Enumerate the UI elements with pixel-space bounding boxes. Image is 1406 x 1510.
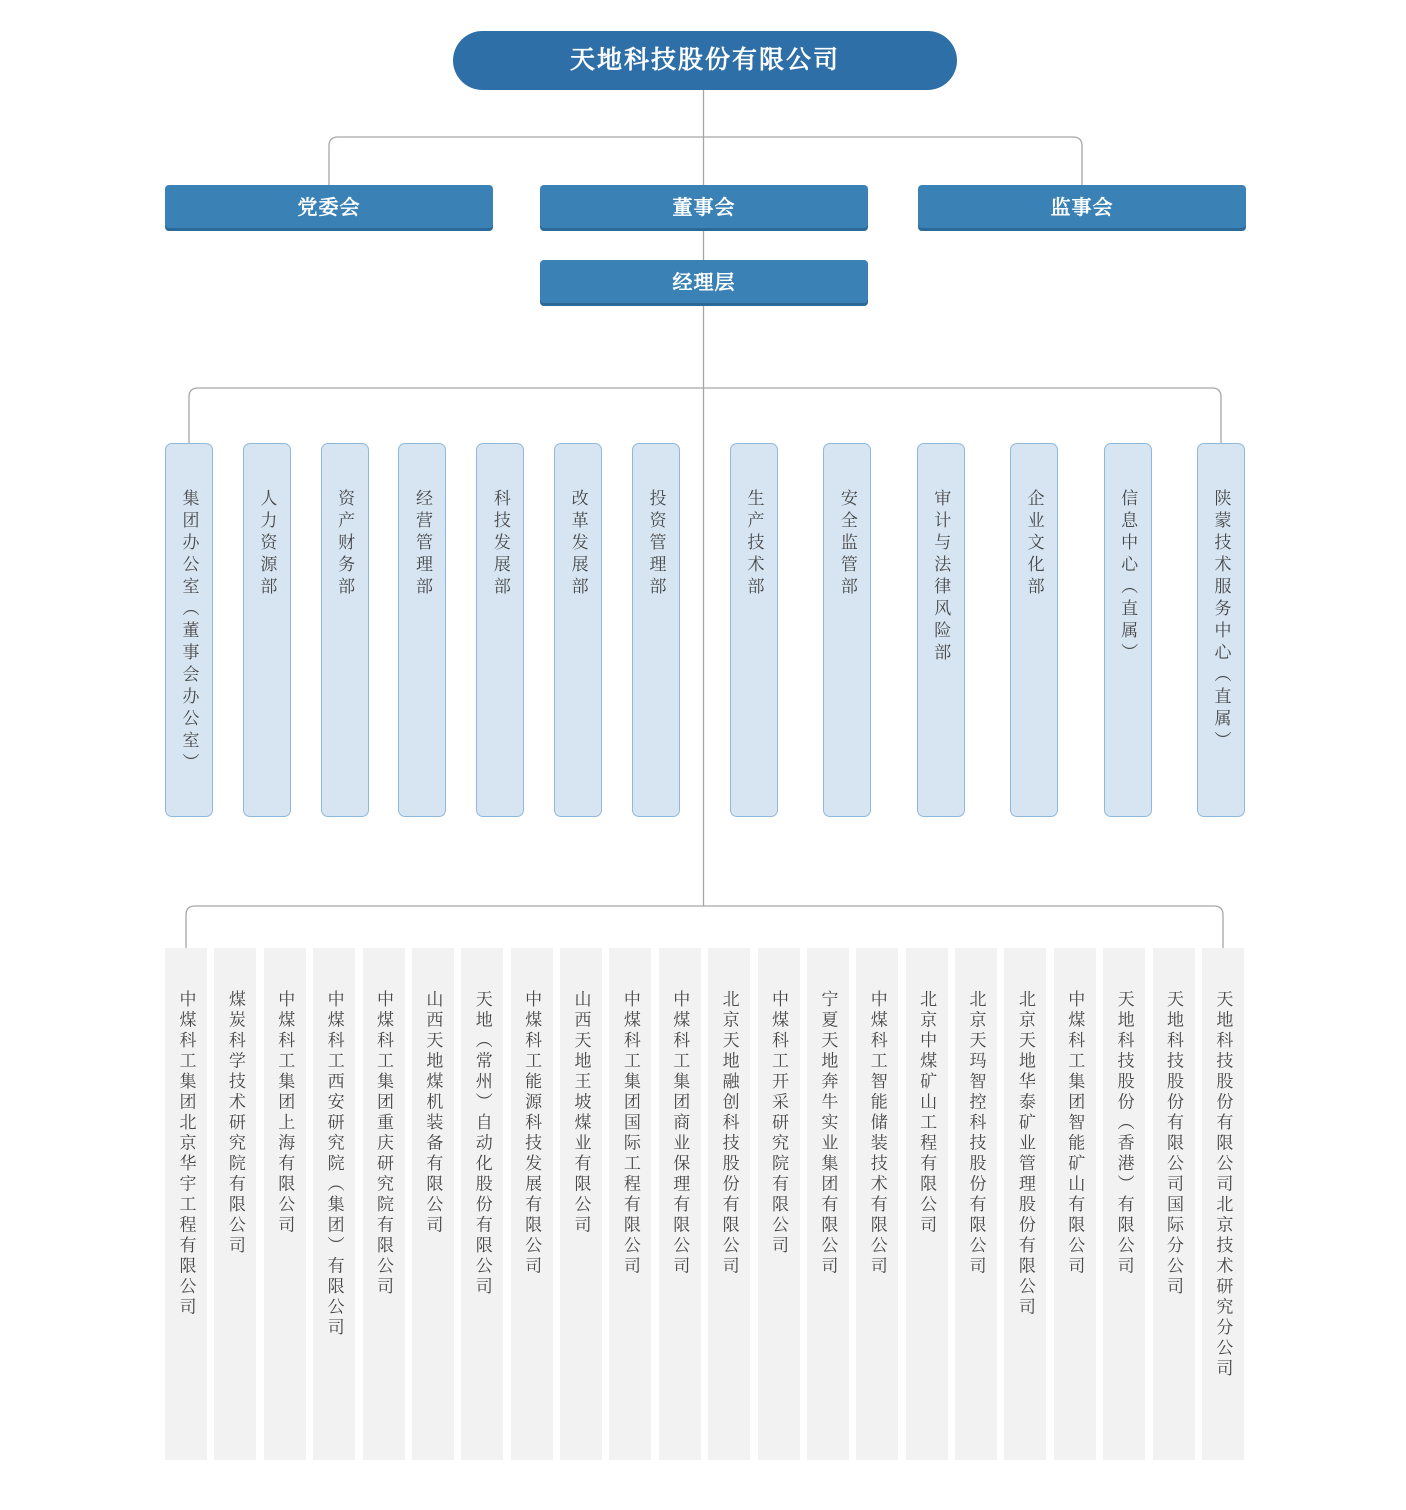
department-box: [632, 443, 680, 817]
department-label: 安全监管部: [837, 489, 857, 599]
subsidiary-box: [511, 948, 553, 1460]
subsidiary-box: [807, 948, 849, 1460]
subsidiary-box: [1004, 948, 1046, 1460]
subsidiary-label: 中煤科工集团上海有限公司: [275, 990, 295, 1236]
subsidiary-box: [560, 948, 602, 1460]
department-label: 生产技术部: [744, 489, 764, 599]
company-root-box: [453, 31, 957, 90]
department-label: 集团办公室（董事会办公室）: [179, 489, 199, 775]
department-box: [1010, 443, 1058, 817]
subsidiary-box: [708, 948, 750, 1460]
management-level-label: 经理层: [672, 272, 736, 294]
department-label: 信息中心（直属）: [1118, 489, 1138, 665]
board-of-directors-box: [540, 185, 868, 231]
subsidiary-box: [1202, 948, 1244, 1460]
subsidiary-label: 中煤科工集团国际工程有限公司: [620, 990, 640, 1277]
management-level-box: [540, 260, 868, 306]
department-box: [1197, 443, 1245, 817]
bracket-governance: [329, 137, 1082, 185]
subsidiary-label: 天地科技股份有限公司北京技术研究分公司: [1213, 990, 1233, 1380]
subsidiary-box: [659, 948, 701, 1460]
supervisory-board-box: [918, 185, 1246, 231]
subsidiary-label: 中煤科工集团重庆研究院有限公司: [374, 990, 393, 1298]
subsidiary-box: [412, 948, 454, 1460]
subsidiary-label: 北京中煤矿山工程有限公司: [917, 990, 937, 1236]
subsidiary-box: [363, 948, 405, 1460]
subsidiary-row: [165, 948, 1244, 1460]
subsidiary-label: 中煤科工开采研究院有限公司: [769, 990, 788, 1257]
department-box: [554, 443, 602, 817]
subsidiary-box: [461, 948, 503, 1460]
subsidiary-label: 中煤科工智能储装技术有限公司: [867, 990, 887, 1277]
subsidiary-box: [856, 948, 898, 1460]
subsidiary-label: 北京天地融创科技股份有限公司: [719, 990, 739, 1277]
subsidiary-box: [609, 948, 651, 1460]
department-box: [917, 443, 965, 817]
party-committee-box: [165, 185, 493, 231]
department-box: [321, 443, 369, 817]
department-label: 投资管理部: [646, 489, 666, 599]
department-label: 改革发展部: [568, 489, 588, 599]
subsidiary-box: [906, 948, 948, 1460]
supervisory-board-label: 监事会: [1050, 197, 1114, 219]
subsidiary-box: [264, 948, 306, 1460]
subsidiary-label: 中煤科工能源科技发展有限公司: [522, 990, 542, 1277]
bracket-departments: [189, 388, 1221, 443]
department-label: 企业文化部: [1024, 489, 1044, 599]
bracket-subsidiaries: [186, 906, 1223, 948]
subsidiary-label: 北京天玛智控科技股份有限公司: [966, 990, 986, 1277]
department-label: 经营管理部: [412, 489, 432, 599]
subsidiary-box: [214, 948, 256, 1460]
subsidiary-label: 宁夏天地奔牛实业集团有限公司: [818, 990, 838, 1277]
department-box: [476, 443, 524, 817]
department-box: [823, 443, 871, 817]
party-committee-label: 党委会: [297, 197, 361, 219]
board-of-directors-label: 董事会: [672, 197, 736, 219]
subsidiary-box: [1103, 948, 1145, 1460]
subsidiary-box: [1153, 948, 1195, 1460]
subsidiary-label: 北京天地华泰矿业管理股份有限公司: [1015, 990, 1035, 1318]
department-label: 资产财务部: [335, 489, 355, 599]
subsidiary-label: 中煤科工集团商业保理有限公司: [670, 990, 690, 1277]
department-label: 科技发展部: [490, 489, 510, 599]
subsidiary-label: 山西天地煤机装备有限公司: [423, 990, 443, 1236]
subsidiary-label: 天地（常州）自动化股份有限公司: [472, 990, 492, 1298]
department-box: [398, 443, 446, 817]
subsidiary-label: 中煤科工西安研究院（集团）有限公司: [324, 990, 344, 1339]
company-name: 天地科技股份有限公司: [569, 46, 840, 74]
department-box: [730, 443, 778, 817]
subsidiary-box: [313, 948, 355, 1460]
subsidiary-box: [758, 948, 800, 1460]
department-label: 审计与法律风险部: [931, 489, 951, 665]
subsidiary-label: 中煤科工集团北京华宇工程有限公司: [176, 990, 196, 1318]
subsidiary-label: 中煤科工集团智能矿山有限公司: [1065, 990, 1085, 1277]
subsidiary-label: 天地科技股份（香港）有限公司: [1114, 990, 1134, 1277]
department-label: 人力资源部: [257, 489, 277, 599]
subsidiary-label: 天地科技股份有限公司国际分公司: [1164, 990, 1183, 1298]
subsidiary-box: [1054, 948, 1096, 1460]
department-row-left: [165, 443, 680, 817]
department-row-right: [730, 443, 1245, 817]
department-box: [1104, 443, 1152, 817]
subsidiary-label: 煤炭科学技术研究院有限公司: [225, 990, 245, 1257]
subsidiary-box: [165, 948, 207, 1460]
department-box: [165, 443, 213, 817]
subsidiary-label: 山西天地王坡煤业有限公司: [571, 990, 591, 1236]
department-box: [243, 443, 291, 817]
subsidiary-box: [955, 948, 997, 1460]
department-label: 陕蒙技术服务中心（直属）: [1211, 489, 1231, 753]
